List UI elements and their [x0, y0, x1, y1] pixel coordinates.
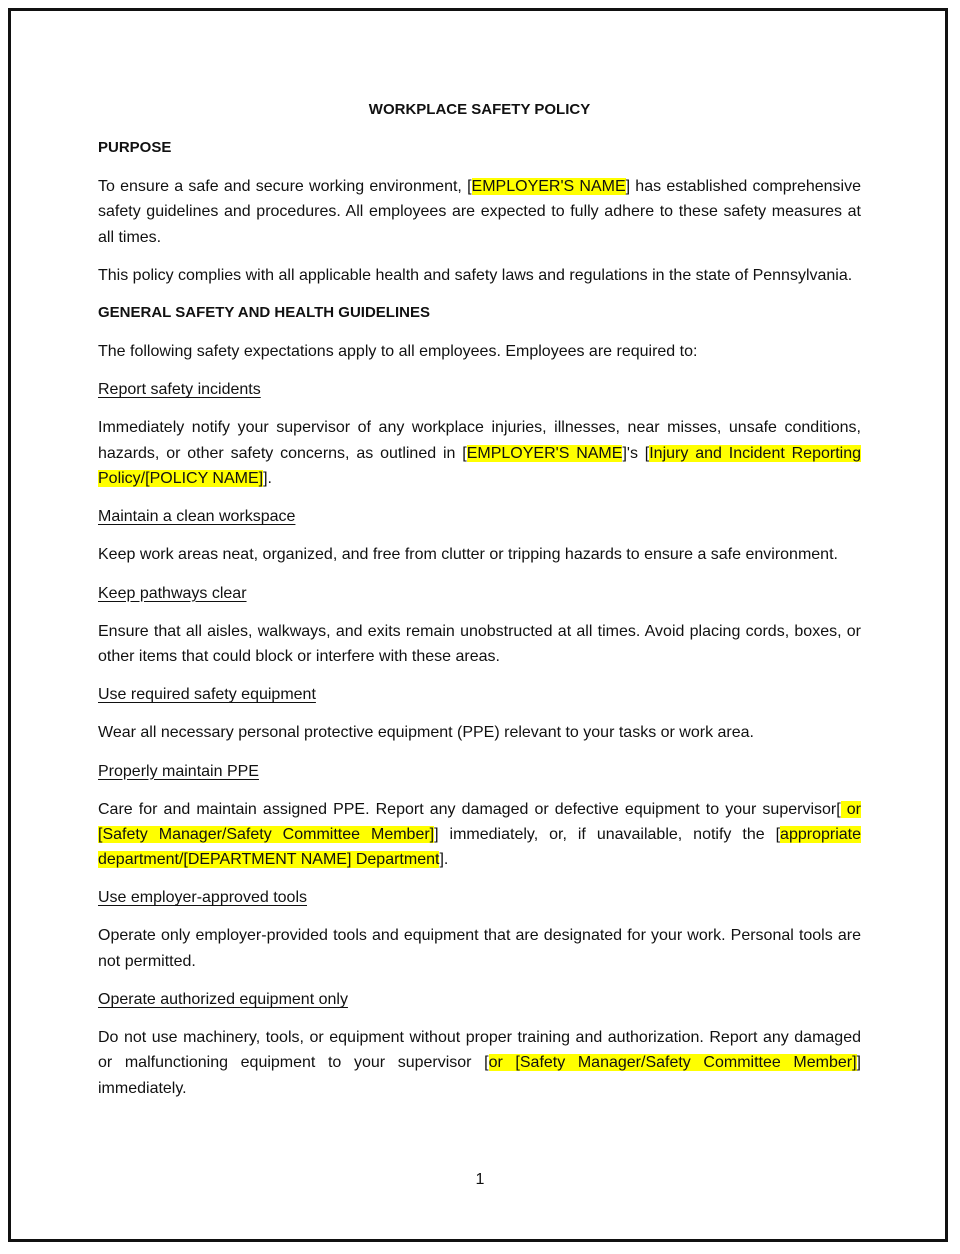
highlighted-placeholder: EMPLOYER'S NAME	[466, 444, 623, 462]
page-number: 1	[475, 1171, 485, 1188]
text-run: ] immediately, or, if unavailable, notify the [	[434, 825, 781, 843]
section-subheading: Report safety incidents	[98, 381, 261, 399]
section-paragraph	[98, 542, 861, 567]
section-subheading: Use required safety equipment	[98, 686, 316, 704]
text-run: ].	[439, 851, 449, 869]
section-subheading: Keep pathways clear	[98, 584, 247, 602]
text-run: ] immediately.	[98, 1054, 861, 1097]
section-subheading: Maintain a clean workspace	[98, 508, 296, 526]
section-paragraph	[98, 923, 861, 974]
text-run: To ensure a safe and secure working environment, [	[98, 178, 472, 195]
general-guidelines-intro: The following safety expectations apply to all employees. Employees are required to:	[98, 343, 698, 361]
text-run: Wear all necessary personal protective equipment (PPE) relevant to your tasks or work area.	[98, 724, 754, 742]
general-guidelines-heading: GENERAL SAFETY AND HEALTH GUIDELINES	[98, 304, 430, 322]
document-body	[98, 98, 861, 1114]
text-run: Keep work areas neat, organized, and free from clutter or tripping hazards to ensure a safe environment.	[98, 546, 838, 564]
text-run: Immediately notify your supervisor of any workplace injuries, illnesses, near misses, unsafe conditions, hazards, or other safety concerns, as outlined in [	[98, 419, 861, 462]
purpose-heading: PURPOSE	[98, 139, 172, 156]
highlighted-placeholder: or [Safety Manager/Safety Committee Member]	[98, 800, 861, 843]
section-paragraph	[98, 415, 861, 491]
guideline-sections	[98, 377, 861, 1100]
highlighted-placeholder: or [Safety Manager/Safety Committee Member]	[488, 1054, 857, 1072]
highlighted-placeholder: EMPLOYER'S NAME	[471, 178, 626, 195]
purpose-paragraph-2: This policy complies with all applicable health and safety laws and regulations in the state of Pennsylvania.	[98, 266, 853, 284]
text-run: ].	[263, 470, 272, 488]
text-run: Operate only employer-provided tools and equipment that are designated for your work. Personal tools are not permitted.	[98, 927, 861, 970]
highlighted-placeholder: Injury and Incident Reporting Policy/[POLICY NAME]	[98, 444, 862, 488]
section-subheading: Operate authorized equipment only	[98, 991, 348, 1009]
section-paragraph	[98, 619, 861, 670]
section-subheading: Properly maintain PPE	[98, 762, 259, 780]
purpose-paragraph-1	[98, 174, 861, 250]
text-run: Care for and maintain assigned PPE. Report any damaged or defective equipment to your supervisor[	[98, 800, 841, 818]
document-title: WORKPLACE SAFETY POLICY	[368, 101, 591, 118]
section-subheading: Use employer-approved tools	[98, 889, 307, 907]
section-paragraph	[98, 797, 861, 873]
text-run: ] has established comprehensive safety guidelines and procedures. All employees are expected to fully adhere to these safety measures at all times.	[98, 178, 862, 246]
section-paragraph	[98, 720, 861, 745]
section-paragraph	[98, 1025, 861, 1101]
text-run: Ensure that all aisles, walkways, and exits remain unobstructed at all times. Avoid placing cords, boxes, or other items that could block or interfere with these areas.	[98, 622, 861, 665]
text-run: ]'s [	[622, 444, 650, 462]
text-run: Do not use machinery, tools, or equipment without proper training and authorization. Report any damaged or malfunctioning equipment to your supervisor [	[98, 1029, 861, 1072]
highlighted-placeholder: appropriate department/[DEPARTMENT NAME] Department	[98, 825, 861, 869]
